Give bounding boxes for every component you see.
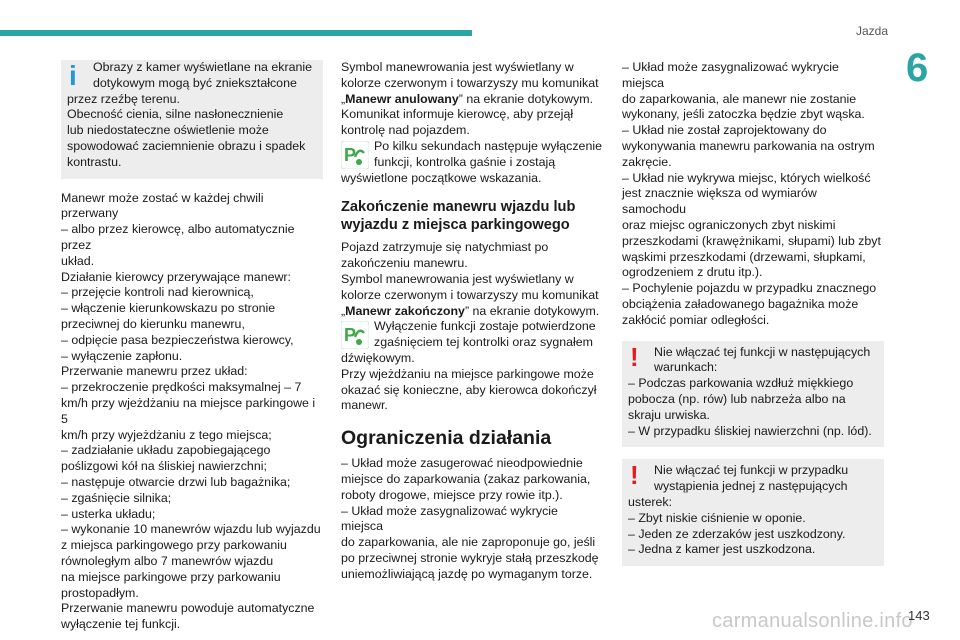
text-fragment: ” na ekranie dotykowym. [458,91,594,106]
text-line: wąskimi przeszkodami (drzewami, słupkami, [622,249,866,264]
warning-line: – Jedna z kamer jest uszkodzona. [628,542,816,557]
text-line: Przerwanie manewru powoduje automatyczne [61,601,315,616]
text-fragment: ” na ekranie dotykowym. [464,303,600,318]
text-line: wykonywania manewru parkowania na ostrym [622,138,875,153]
text-line: poślizgowi kół na śliskiej nawierzchni; [61,459,267,474]
text-line: zakończeniu manewru. [341,256,468,271]
quote-open: „ [341,91,346,106]
warning-line: – W przypadku śliskiej nawierzchni (np. lód). [628,423,872,438]
parking-assist-icon [341,141,369,169]
warning-line: – Jeden ze zderzaków jest uszkodzony. [628,526,846,541]
text-line: – przekroczenie prędkości maksymalnej – 7 [61,380,302,395]
text-line: – Pochylenie pojazdu w przypadku znacznego [622,281,877,296]
text-line: Przy wjeżdżaniu na miejsce parkingowe może [341,366,594,381]
warning-line: skraju urwiska. [628,407,710,422]
text-line: przeszkodami (krawężnikami, słupami) lub zbyt [622,233,881,248]
text-line: z miejsca parkingowego przy parkowaniu [61,538,287,553]
text-line: – odpięcie pasa bezpieczeństwa kierowcy, [61,332,294,347]
text-line: do zaparkowania, ale nie zaproponuje go, jeśli [341,535,596,550]
quote-open: „ [341,303,346,318]
info-line: kontrastu. [67,154,122,169]
text-line: kontrolę nad pojazdem. [341,123,470,138]
page-number: 143 [908,608,930,623]
warning-box [622,341,884,448]
warning-line: pobocza (np. rów) lub nabrzeża albo na [628,391,846,406]
text-line: – Układ może zasugerować nieodpowiednie [341,456,583,471]
icon-paragraph [341,319,603,351]
warning-line: – Podczas parkowania wzdłuż miękkiego [628,376,854,391]
text-line: Wyłączenie funkcji zostaje potwierdzone [374,319,596,334]
svg-text:P: P [344,325,357,346]
text-line: do zaparkowania, ale manewr nie zostanie [622,91,857,106]
text-line: Przerwanie manewru przez układ: [61,364,248,379]
text-line: Po kilku sekundach następuje wyłączenie [374,138,602,153]
text-line: – Układ nie został zaprojektowany do [622,123,827,138]
info-line: przez rzeźbę terenu. [67,91,180,106]
text-line: prostopadłym. [61,585,139,600]
warning-line: – Zbyt niskie ciśnienie w oponie. [628,510,806,525]
text-line: – przejęcie kontroli nad kierownicą, [61,285,254,300]
text-line: – wykonanie 10 manewrów wjazdu lub wyjazdu [61,522,321,537]
text-line: oraz miejsc ograniczonych zbyt niskimi [622,217,836,232]
text-line: km/h przy wyjeżdżaniu z tego miejsca; [61,427,272,442]
column-3 [622,60,884,566]
heading-line: wyjazdu z miejsca parkingowego [341,217,570,234]
text-line: – usterka układu; [61,506,156,521]
text-line: zakręcie. [622,154,672,169]
text-line: miejsce do zaparkowania (zakaz parkowania, [341,471,591,486]
warning-box [622,459,884,566]
info-line: Obecność cienia, silne nasłonecznienie [67,107,284,122]
text-line: – albo przez kierowcę, albo automatycznie przez [61,222,295,252]
icon-paragraph [341,139,603,171]
text-line: – włączenie kierunkowskazu po stronie [61,301,276,316]
heading-line: Zakończenie manewru wjazdu lub [341,199,576,216]
text-line: przeciwnej do kierunku manewru, [61,316,245,331]
text-line: km/h przy wjeżdżaniu na miejsce parkingowe i 5 [61,395,316,426]
text-line: zgaśnięciem tej kontrolki oraz sygnałem [374,335,593,350]
header-accent-bar [0,30,472,36]
column-1 [61,60,323,633]
text-line [341,304,603,320]
text-line: jest znacznie większa od wymiarów samochodu [622,186,817,217]
subsection-heading [341,198,603,234]
text-line: Symbol manewrowania jest wyświetlany w [341,271,574,286]
text-line: Działanie kierowcy przerywające manewr: [61,269,291,284]
warning-line: wystąpienia jednej z następujących [654,479,848,494]
text-line: roboty drogowe, miejsce przy rowie itp.). [341,487,563,502]
message-cancelled: Manewr anulowany [345,91,459,106]
text-line: dźwiękowym. [341,350,415,365]
text-line: kolorze czerwonym i towarzyszy mu komunikat [341,75,599,90]
info-line: Obrazy z kamer wyświetlane na ekranie [93,60,312,74]
column-2 [341,60,603,583]
text-line: ogrodzeniem z drutu itp.). [622,265,763,280]
text-line: Pojazd zatrzymuje się natychmiast po [341,240,549,255]
text-line: uniemożliwiającą jazdę po wymaganym torze. [341,566,593,581]
text-line: manewr. [341,398,388,413]
text-line: – zgaśnięcie silnika; [61,490,172,505]
text-line: – zadziałanie układu zapobiegającego [61,443,271,458]
body-text [61,191,323,633]
text-line: wyświetlone początkowe wskazania. [341,170,542,185]
text-line: obciążenia załadowanego bagażnika może [622,296,859,311]
text-line: wykonany, jeśli zatoczka będzie zbyt wąska. [622,107,865,122]
text-line: – Układ może zasygnalizować wykrycie miejsca [341,503,558,534]
text-line: funkcji, kontrolka gaśnie i zostają [374,154,556,169]
warning-line: usterek: [628,494,673,509]
text-line: wyłączenie tej funkcji. [61,617,181,632]
warning-line: Nie włączać tej funkcji w przypadku [654,463,849,478]
text-line: Symbol manewrowania jest wyświetlany w [341,60,574,74]
text-line: równoległym albo 7 manewrów wjazdu [61,553,274,568]
text-line: Manewr może zostać w każdej chwili przerwany [61,190,264,221]
text-line: kolorze czerwonym i towarzyszy mu komunikat [341,287,599,302]
text-line: – Układ nie wykrywa miejsc, których wielkość [622,170,871,185]
text-line: – następuje otwarcie drzwi lub bagażnika; [61,474,291,489]
info-line: lub niedostateczne oświetlenie może [67,123,269,138]
section-title: Jazda [855,24,888,38]
text-line [341,92,603,108]
warning-line: Nie włączać tej funkcji w następujących [654,344,871,359]
watermark: carmanualsonline.info [712,610,913,632]
warning-exclamation-icon: ! [630,460,639,491]
warning-line: warunkach: [654,360,718,375]
text-line: Komunikat informuje kierowcę, aby przejął [341,107,574,122]
text-line: okazać się konieczne, aby kierowca dokończył [341,382,597,397]
parking-assist-icon [341,321,369,349]
info-box [61,60,323,179]
message-finished: Manewr zakończony [345,303,465,318]
text-line: na miejsce parkingowe przy parkowaniu [61,569,281,584]
text-line: – wyłączenie zapłonu. [61,348,183,363]
section-heading: Ograniczenia działania [341,427,552,450]
text-line: – Układ może zasygnalizować wykrycie miejsca [622,60,839,90]
info-line: dotykowym mogą być zniekształcone [93,75,297,90]
text-line: zakłócić pomiar odległości. [622,312,770,327]
info-icon: i [69,60,77,91]
chapter-number: 6 [906,46,929,90]
info-line: spowodować zaciemnienie obrazu i spadek [67,138,306,153]
svg-text:P: P [344,144,357,165]
text-line: po przeciwnej stronie wykryje stałą przeszkodę [341,550,599,565]
text-line: układ. [61,253,95,268]
warning-exclamation-icon: ! [630,341,639,372]
